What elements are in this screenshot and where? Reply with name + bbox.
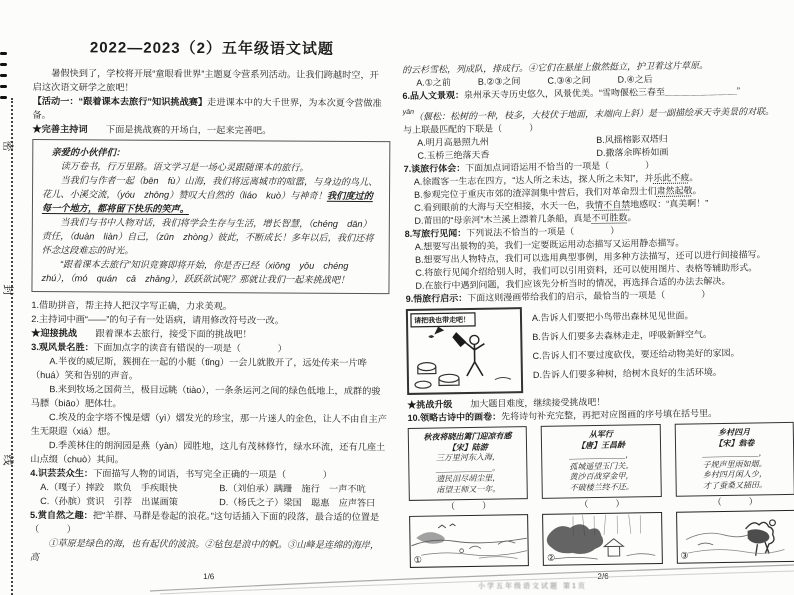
question-5-answer-paren: （ ） (29, 523, 76, 535)
deforestation-cartoon (406, 307, 523, 395)
question-9-text: 下面这则漫画带给我们的启示，最恰当的一项是（ ） (467, 289, 711, 304)
question-5-stem (30, 508, 388, 524)
question-6-option-b: B.风摇榕影双塔归 (596, 133, 668, 145)
star-text-2: 跟着课本去旅行，接受下面的挑战吧！ (95, 328, 252, 340)
question-8-option-c: C.将旅行见闻介绍给别人时，我们可以引用资料，还可以使用图片、表格等辅助形式。 (415, 262, 758, 278)
speech-p2-text: 当我们与作者一起（bēn fù）山海，我们将远离城市的喧嚣，与身边的鸟儿、花儿、小溪交流，（yóu zhōng）赞叹大自然的（liáo kuò）与神奇！ (42, 175, 378, 201)
q7b-emphasized: 肃然起敬 (656, 185, 693, 197)
poem-3-author: 【宋】翁卷 (714, 438, 755, 449)
question-6-note-pinyin: yǎn (402, 108, 415, 116)
question-9-option-d: D.告诉人们要多种树，给树木良好的生活环境。 (532, 367, 722, 380)
question-7-text: 下面加点词语运用不恰当的一项是（ ） (465, 160, 655, 174)
poem-2-line-4: 不破楼兰终不还。 (569, 481, 634, 492)
question-4-option-c: C.（孙膑）赏识 引荐 出谋画策 (40, 496, 178, 507)
question-4-label: 4.识芸芸众生： (30, 467, 94, 479)
question-9-label: 9.悟旅行启示： (405, 293, 468, 304)
star-text-1: 下面是挑战赛的开场白，一起来完善吧。 (105, 124, 272, 136)
poem-3-line-4: 才了蚕桑又插田。 (702, 479, 768, 490)
question-5-text: 把“羊群、马群是卷起的浪花。”这句话插入下面的段落，最合适的位置是 (92, 510, 380, 523)
speech-paragraph-1: 读万卷书，行万里路。语文学习是一场心灵跟随课本的旅行。 (60, 161, 309, 173)
riverbank-sketch (410, 515, 528, 567)
q7a-emphasized: 乐此不疲 (653, 172, 690, 184)
question-1: 1.借助拼音，帮主持人把汉字写正确，力求美观。 (31, 299, 232, 312)
question-9-option-c: C.告诉人们不要过度砍伐，要还给动物美好的家园。 (532, 347, 740, 361)
speech-paragraph-3: 当我们与书中人物对话，我们将学会生存与生活，增长智慧，（chéng dān）责任，（duàn liàn）自己，（zūn zhòng）彼此，不断成长！多年以后，我们还将怀念这段难忘的时光。 (41, 217, 374, 256)
illustration-2-number: ② (547, 552, 556, 563)
question-6-text: 泉州承天寺历史悠久，风景优美。“雪吻偃松三春至 (463, 86, 666, 101)
question-8-option-d: D.在旅行中遇到问题，我们应该先分析当时的情况，再选择合适的办法去解决。 (415, 275, 731, 291)
page-1-number: 1/6 (203, 572, 215, 582)
question-5-label: 5.赏自然之趣： (30, 509, 93, 521)
activity-1-label: 【活动一：“跟着课本去旅行”知识挑战赛】 (32, 95, 208, 108)
question-2: 2.主持词中画“——”的句子有一处语病，请用修改符号改一改。 (31, 313, 284, 326)
q7d-post: 。 (627, 212, 637, 223)
page-2 (402, 58, 794, 584)
star-label-2: ★迎接挑战 (31, 327, 78, 339)
star-text-3: 加大题目难度，继续接受挑战吧！ (470, 396, 606, 409)
question-8-text: 下列说法不恰当的一项是（ ） (466, 225, 620, 239)
question-5-options: A.①之前 B.②③之间 C.③④之间 D.④之后 (416, 74, 653, 88)
poem-1-line-3: 遗民泪尽胡尘里， (436, 473, 501, 484)
intro-line-2: 启这次语文研学之旅吧！ (32, 81, 134, 93)
q7b-pre: B.参观完位于重庆市郊的渣滓洞集中营后，我们对革命烈士们 (413, 186, 657, 200)
question-6-option-a: A.明月高悬照九州 (417, 136, 489, 148)
question-9-body (406, 303, 793, 395)
q7c-pre: C.看到眼前的大海与天空相接，水天一色，我 (414, 199, 595, 213)
speech-salutation: 亲爱的小伙伴们： (51, 147, 126, 158)
horse-rider-sketch (677, 511, 794, 563)
illustration-1-number: ① (413, 554, 422, 565)
poem-2-line-3: 黄沙百战穿金甲， (569, 471, 634, 482)
q7d-pre: D.莆田的“母亲河”木兰溪上漂着几条船，真是 (414, 213, 592, 226)
question-10-label: 10.领略古诗中的画卷： (407, 411, 502, 423)
page-1 (30, 36, 391, 582)
question-3-option-c: C.埃及的金字塔不愧是熠（yì）熠发光的珍宝，那一片迷人的金色，让人不由自主产生无限遐（xiá）想。 (30, 412, 387, 437)
poem-3-line-3: 乡村四月闲人少， (702, 469, 767, 480)
seal-char-mi: 密 (1, 140, 14, 152)
poem-3-line-1: ＿＿＿＿＿＿＿， (702, 448, 767, 459)
question-5-passage-continued: 的云杉雪松，列成队，排成行。④它们在悬崖上傲然挺立，护卫着这片草原。 (402, 60, 709, 75)
poem-2-line-2: 孤城遥望玉门关。 (569, 460, 634, 471)
question-9-option-b: B.告诉人们要多去森林走走，呼吸新鲜空气。 (532, 329, 712, 342)
speech-paragraph-4: “跟着课本去旅行”知识竞赛即将开始，你是否已经（xiōng yǒu chéng zhú），（mó quán cā zhǎng），跃跃欲试呢？那就让我们一起来挑战吧！ (41, 259, 358, 285)
poem-box-3 (674, 422, 794, 497)
next-page-edge-text: 小学五年级语文试题 第1页 (478, 583, 587, 590)
star-label-1: ★完善主持词 (32, 123, 88, 135)
question-4-text: 下面描写人物的词语，书写完全正确的一项是（ ） (93, 468, 333, 480)
star-label-3: ★挑战升级 (407, 399, 453, 410)
question-5-passage: ①草原是绿色的海，也有起伏的波浪。②毡包是浪中的帆。③山峰是连绵的海岸，高 (29, 538, 380, 563)
poem-illustrations (409, 510, 794, 568)
question-8-option-a: A.想要写出景物的美，我们一定要既运用动态描写又运用静态描写。 (414, 237, 685, 252)
question-4-option-d: D.（杨氏之子）梁国 聪惠 应声答曰 (219, 497, 376, 509)
poem-illustration-1 (409, 514, 529, 568)
q7c-post: 地感叹：“真美啊！” (630, 198, 709, 210)
intro-line-1: 暑假快到了，学校将开展“童眼看世界”主题夏令营系列活动。让我们跨越时空，开 (51, 68, 379, 81)
question-3-label: 3.观风景名胜： (31, 341, 94, 353)
question-6-prompt: 与上联最匹配的下联是（ ） (402, 122, 539, 135)
poem-3-answer-paren: （ ） (712, 496, 758, 508)
question-6-option-d: D.撒落余晖桥如画 (596, 146, 669, 158)
question-6-option-c: C.玉桥三绝落天香 (417, 149, 490, 161)
speech-paragraph-2 (42, 173, 380, 217)
q7b-post: 。 (692, 185, 702, 196)
question-8-option-b: B.想要写出人物特点，我们可以选用典型事例，用多种方法描写，还可以进行间接描写。 (414, 249, 766, 265)
question-8-label: 8.写旅行见闻： (404, 228, 467, 239)
illustration-3-number: ③ (680, 550, 689, 561)
poem-box-2 (541, 424, 661, 499)
poem-2-line-1: ＿＿＿＿＿＿＿， (569, 450, 634, 461)
question-6-label: 6.品人文景观： (402, 90, 465, 101)
q7d-emphasized: 不可胜数 (591, 212, 628, 224)
poem-2-answer-paren: （ ） (579, 498, 625, 510)
binding-marks (0, 52, 10, 107)
seal-char-feng: 封 (1, 284, 14, 296)
poem-1-line-4: 南望王师又一年。 (436, 484, 501, 495)
poem-2-title: 从军行 (588, 429, 613, 440)
seal-char-xian: 线 (1, 454, 14, 466)
village-trees-sketch (543, 513, 661, 565)
poem-3-title: 乡村四月 (718, 427, 751, 438)
q7a-post: 。 (689, 172, 699, 183)
question-9-options (532, 304, 740, 393)
activity-1-text: 走进课本中的大千世界，为本次夏令营做准备。 (32, 97, 382, 121)
question-7-label: 7.谈旅行体会： (403, 163, 466, 174)
poem-illustration-2 (542, 512, 662, 566)
cartoon-drawing (408, 309, 521, 393)
poem-1-answer-paren: （ ） (446, 500, 492, 512)
question-3-text: 下面加点字的读音有错误的一项是（ ） (93, 342, 287, 354)
poem-box-1 (408, 426, 528, 501)
poem-boxes (408, 422, 794, 501)
question-6-blank: ＿＿＿＿＿＿＿＿ (664, 85, 738, 97)
activity-1-heading (32, 94, 390, 124)
question-3-option-a: A.半夜的威尼斯，簇拥在一起的小艇（tǐng）一会儿就散开了，远处传来一片哗（huá）笑和告别的声音。 (30, 356, 367, 381)
poem-illustration-3 (676, 510, 794, 564)
seal-line (11, 98, 13, 595)
q7c-emphasized: 情不自禁 (594, 199, 631, 210)
question-3-option-b: B.来到牧场之国荷兰，极目远眺（tiào），一条条运河之间的绿色低地上，成群的骏马膘（biāo）肥体壮。 (30, 384, 381, 409)
poem-1-line-1: 三万里河东入海， (435, 452, 500, 463)
page-2-number: 2/6 (597, 571, 609, 581)
poem-2-author: 【唐】王昌龄 (576, 440, 626, 451)
question-10-text: 先将诗句补充完整，再把对应图画的序号填在括号里。 (500, 408, 718, 422)
q7a-pre: A.徐霞客一生志在四方，“达人所之未达，探人所之未知”，并 (413, 173, 654, 187)
question-9-option-a: A.告诉人们要把小鸟带出森林见见世面。 (531, 310, 694, 323)
question-4-option-a: A.（嘎子）摔跤 欺负 手疾眼快 (40, 482, 178, 493)
speech-p2-underlined: 我们度过的每一个地方，都将留下快乐的笑声。 (41, 190, 373, 214)
cartoon-speech-bubble: 请把我也带走吧！ (413, 316, 471, 325)
question-6-note-text: （偃松：松树的一种，枝多，大枝伏于地面，末端向上斜）是一副描绘承天寺美景的对联。 (414, 106, 775, 122)
poem-1-title: 秋夜将晓出篱门迎凉有感 (423, 431, 512, 442)
poem-1-author: 【宋】陆游 (447, 442, 488, 453)
page-title: 2022—2023（2）五年级语文试题 (89, 39, 335, 58)
poem-3-line-2: 子规声里雨如烟。 (702, 458, 767, 469)
question-6-quote-close: ” (736, 85, 741, 96)
task-improve-host-script (32, 122, 390, 138)
poem-1-line-2: ＿＿＿＿＿＿＿。 (435, 463, 501, 474)
host-speech-box (31, 139, 390, 294)
question-3-option-d: D.季羡林住的朗润园是燕（yàn）园胜地，这儿有茂林修竹，绿水环流，还有几座土山点缀（chuò）其间。 (30, 440, 386, 465)
question-4-option-b: B.（刘伯承）蹒跚 施行 一声不吭 (219, 483, 366, 495)
